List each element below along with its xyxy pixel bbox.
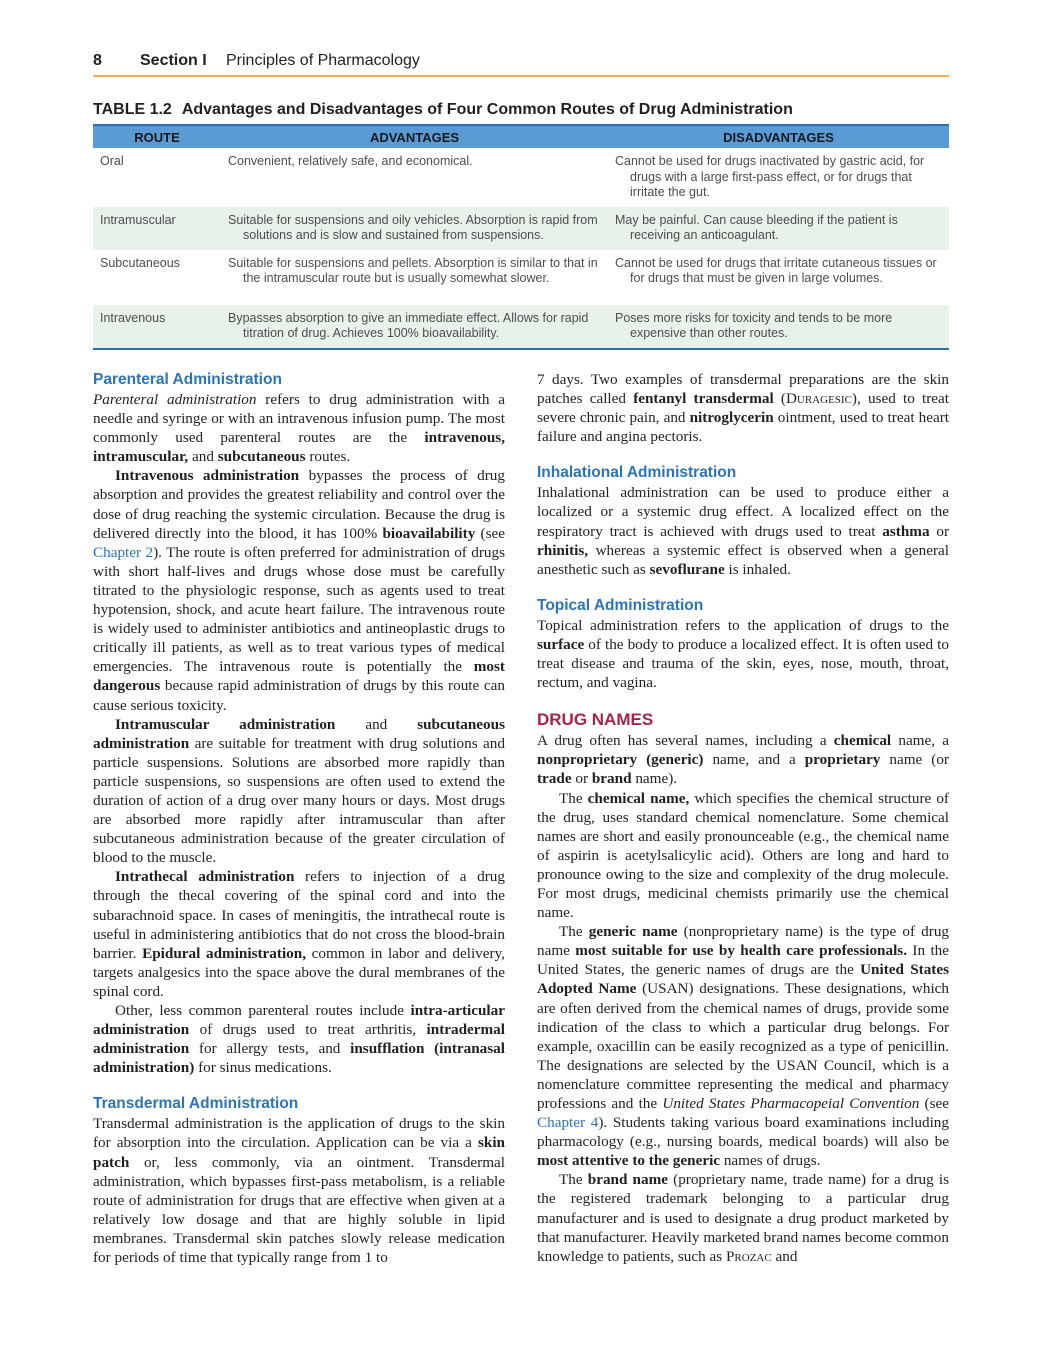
- paragraph: 7 days. Two examples of transdermal preparations are the skin patches called fentanyl transdermal (Duragesic), used to treat severe chronic pain, and nitroglycerin ointment, used to treat heart failure and angina pectoris.: [537, 371, 949, 446]
- right-column: [537, 370, 949, 1266]
- column-header: ADVANTAGES: [221, 125, 608, 148]
- heading-inhalational: Inhalational Administration: [537, 464, 737, 482]
- route-cell: Intramuscular: [100, 212, 176, 227]
- advantages-cell: [221, 148, 608, 207]
- route-cell: Intravenous: [93, 305, 221, 349]
- paragraph: Intrathecal administration refers to injection of a drug through the thecal covering of the spinal cord and into the subarachnoid space. In cases of meningitis, the intrathecal route is useful in administering antibiotics that do not cross the blood-brain barrier. Epidural administration, common in labor and delivery, targets analgesics into the space above the dural membranes of the spinal cord.: [93, 868, 505, 1000]
- table-title: [93, 101, 793, 119]
- advantages-text: Bypasses absorption to give an immediate effect. Allows for rapid titration of drug. Achieves 100% bioavailability.: [228, 310, 589, 340]
- chapter-link[interactable]: Chapter 4: [537, 1114, 599, 1132]
- advantages-text: Suitable for suspensions and pellets. Absorption is similar to that in the intramuscular route but is usually somewhat slower.: [228, 255, 598, 285]
- paragraph: Topical administration refers to the application of drugs to the surface of the body to produce a localized effect. It is often used to treat disease and trauma of the skin, eyes, nose, mouth, throat, rectum, and vagina.: [537, 616, 949, 692]
- page-number: 8: [93, 52, 102, 69]
- disadvantages-text: Cannot be used for drugs that irritate cutaneous tissues or for drugs that must be given in large volumes.: [615, 255, 937, 285]
- paragraph: Inhalational administration can be used to produce either a localized or a systemic drug effect. A localized effect on the respiratory tract is achieved with drugs used to treat asthma or rhinitis, whereas a systemic effect is observed when a general anesthetic such as sevoflurane is inhaled.: [537, 484, 949, 578]
- column-header: DISADVANTAGES: [608, 125, 949, 148]
- advantages-cell: [221, 305, 608, 349]
- column-header: ROUTE: [93, 125, 221, 148]
- heading-drug-names: DRUG NAMES: [537, 710, 654, 730]
- running-head: [93, 50, 949, 78]
- paragraph: Other, less common parenteral routes include intra-articular administration of drugs used to treat arthritis, intradermal administration for allergy tests, and insufflation (intranasal administration) for sinus medications.: [93, 1002, 505, 1077]
- advantages-cell: [221, 207, 608, 250]
- table-row: [93, 148, 949, 207]
- section-title: Principles of Pharmacology: [226, 52, 420, 69]
- disadvantages-cell: [608, 148, 949, 207]
- paragraph: Intramuscular administration and subcutaneous administration are suitable for treatment with drug solutions and particle suspensions. Solutions are absorbed more rapidly than particle suspensions, so suspensions are often used to extend the duration of action of a drug over many hours or days. Most drugs are absorbed more rapidly after intramuscular than after subcutaneous administration because of the greater circulation of blood to the muscle.: [93, 715, 505, 867]
- paragraph: A drug often has several names, including a chemical name, a nonproprietary (generic) name, and a proprietary name (or trade or brand name).: [537, 732, 949, 788]
- route-cell: Oral: [100, 154, 124, 168]
- heading-topical: Topical Administration: [537, 596, 704, 614]
- heading-transdermal: Transdermal Administration: [93, 1095, 299, 1113]
- advantages-text: Suitable for suspensions and oily vehicles. Absorption is rapid from solutions and is slow and sustained from suspensions.: [228, 212, 598, 242]
- paragraph: Transdermal administration is the application of drugs to the skin for absorption into the circulation. Application can be via a skin patch or, less commonly, via an ointment. Transdermal administration, which bypasses first-pass metabolism, is a reliable route of administration for drugs that are effective when given at a relatively low dosage and that are highly soluble in lipid membranes. Transdermal skin patches slowly release medication for periods of time that typically range from 1 to: [93, 1115, 505, 1267]
- table-caption: Advantages and Disadvantages of Four Common Routes of Drug Administration: [181, 101, 793, 118]
- paragraph: Parenteral administration refers to drug administration with a needle and syringe or with an intravenous infusion pump. The most commonly used parenteral routes are the intravenous, intramuscular, and subcutaneous routes.: [93, 391, 506, 466]
- disadvantages-text: Poses more risks for toxicity and tends to be more expensive than other routes.: [615, 310, 893, 340]
- routes-table: [93, 124, 949, 350]
- section-label: Section I: [140, 52, 207, 69]
- disadvantages-cell: [608, 207, 949, 250]
- chapter-link[interactable]: Chapter 2: [93, 543, 154, 561]
- table-row: [93, 207, 949, 250]
- advantages-text: Convenient, relatively safe, and economical.: [228, 154, 473, 168]
- paragraph: The generic name (nonproprietary name) is the type of drug name most suitable for use by health care professionals. In the United States, the generic names of drugs are the United States Adopted Name (USAN) designations. These designations, which are often derived from the chemical names of drugs, provide some indication of the class to which a particular drug belongs. For example, oxacillin can be easily recognized as a type of penicillin. The designations are selected by the USAN Council, which is a nomenclature committee representing the medical and pharmacy professions and the United States Pharmacopeial Convention (see Chapter 4). Students taking various board examinations including pharmacology (e.g., nursing boards, medical boards) will also be most attentive to the generic names of drugs.: [537, 923, 950, 1170]
- table-row: [93, 305, 949, 349]
- advantages-cell: [221, 250, 608, 305]
- header-rule: [93, 75, 949, 77]
- disadvantages-cell: [608, 250, 949, 305]
- route-cell: Subcutaneous: [100, 255, 180, 270]
- paragraph: Intravenous administration bypasses the process of drug absorption and provides the greatest reliability and control over the dose of drug reaching the systemic circulation. Because the drug is delivered directly into the blood, it has 100% bioavailability (see Chapter 2). The route is often preferred for administration of drugs with short half-lives and drugs whose dose must be carefully titrated to the physiologic response, such as agents used to treat hypotension, shock, and acute heart failure. The intravenous route is widely used to administer antibiotics and antineoplastic drugs to critically ill patients, as well as to treat various types of medical emergencies. The intravenous route is potentially the most dangerous because rapid administration of drugs by this route can cause serious toxicity.: [93, 467, 506, 714]
- disadvantages-text: Cannot be used for drugs inactivated by gastric acid, for drugs with a large first-pass effect, or for drugs that irritate the gut.: [615, 154, 925, 199]
- table-label: TABLE 1.2: [93, 101, 172, 118]
- table-row: [93, 250, 949, 305]
- table-header-row: [93, 125, 949, 148]
- disadvantages-text: May be painful. Can cause bleeding if the patient is receiving an anticoagulant.: [615, 212, 898, 242]
- paragraph: The brand name (proprietary name, trade name) for a drug is the registered trademark belonging to a particular drug manufacturer and is used to designate a drug product marketed by that manufacturer. Heavily marketed brand names become common knowledge to patients, such as Prozac and: [537, 1171, 949, 1265]
- disadvantages-cell: [608, 305, 949, 349]
- paragraph: The chemical name, which specifies the chemical structure of the drug, uses standard chemical nomenclature. Some chemical names are short and easily pronounceable (e.g., the chemical name of aspirin is acetylsalicylic acid). Others are long and hard to pronounce owing to the size and complexity of the drug molecule. For most drugs, medicinal chemists primarily use the chemical name.: [537, 789, 949, 922]
- left-column: [93, 370, 505, 1267]
- heading-parenteral: Parenteral Administration: [93, 371, 282, 388]
